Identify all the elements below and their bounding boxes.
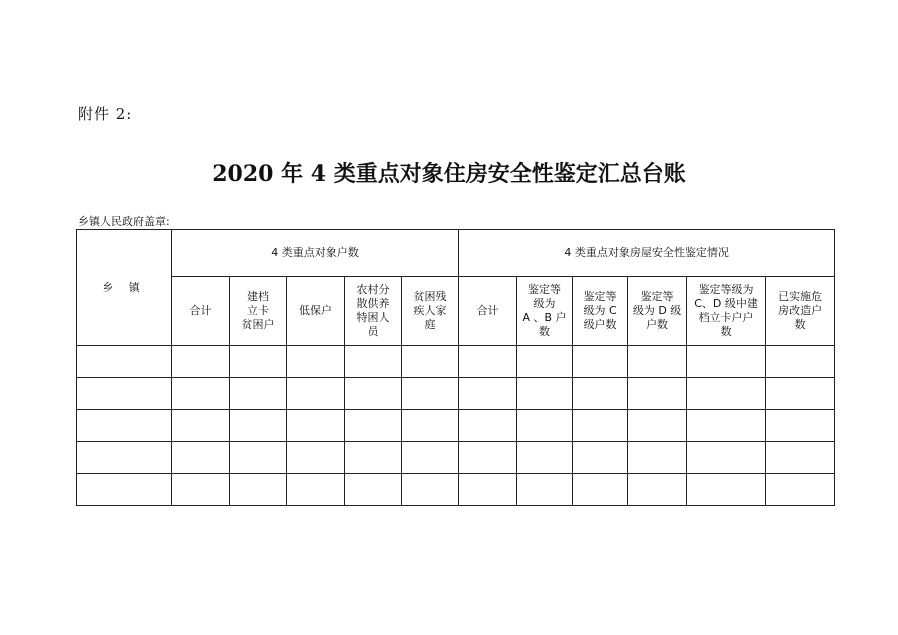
table-cell bbox=[287, 378, 345, 410]
table-cell bbox=[766, 442, 835, 474]
table-cell bbox=[345, 474, 402, 506]
table-cell bbox=[230, 410, 287, 442]
table-cell bbox=[345, 442, 402, 474]
table-cell bbox=[517, 410, 573, 442]
table-cell bbox=[517, 474, 573, 506]
township-cell bbox=[77, 378, 172, 410]
table-cell bbox=[573, 378, 628, 410]
table-cell bbox=[459, 378, 517, 410]
table-cell bbox=[573, 346, 628, 378]
table-cell bbox=[287, 346, 345, 378]
group-header-households: 4 类重点对象户数 bbox=[172, 230, 459, 277]
col-total-appraised-header: 合计 bbox=[459, 277, 517, 346]
table-cell bbox=[766, 474, 835, 506]
table-cell bbox=[459, 442, 517, 474]
table-cell bbox=[766, 378, 835, 410]
table-cell bbox=[459, 410, 517, 442]
township-header: 乡 镇 bbox=[77, 230, 172, 346]
table-cell bbox=[287, 474, 345, 506]
table-cell bbox=[230, 474, 287, 506]
table-cell bbox=[402, 410, 459, 442]
col-grade-ab-header: 鉴定等 级为 A 、B 户 数 bbox=[517, 277, 573, 346]
township-cell bbox=[77, 346, 172, 378]
table-row bbox=[77, 474, 835, 506]
table-cell bbox=[402, 346, 459, 378]
col-registered-poor-header: 建档 立卡 贫困户 bbox=[230, 277, 287, 346]
table-cell bbox=[628, 474, 687, 506]
table-cell bbox=[628, 346, 687, 378]
col-grade-c-header: 鉴定等 级为 C 级户数 bbox=[573, 277, 628, 346]
col-cd-registered-poor-header: 鉴定等级为 C、D 级中建 档立卡户户 数 bbox=[687, 277, 766, 346]
table-cell bbox=[345, 410, 402, 442]
table-cell bbox=[687, 410, 766, 442]
col-poor-disabled-family-header: 贫困残 疾人家 庭 bbox=[402, 277, 459, 346]
col-subsistence-allowance-header: 低保户 bbox=[287, 277, 345, 346]
table-cell bbox=[345, 346, 402, 378]
table-cell bbox=[230, 442, 287, 474]
table-cell bbox=[517, 378, 573, 410]
township-cell bbox=[77, 442, 172, 474]
table-cell bbox=[573, 442, 628, 474]
table-cell bbox=[573, 474, 628, 506]
table-cell bbox=[687, 474, 766, 506]
summary-ledger-table bbox=[76, 229, 835, 506]
table-cell bbox=[172, 474, 230, 506]
table-cell bbox=[172, 378, 230, 410]
table-cell bbox=[172, 410, 230, 442]
table-cell bbox=[628, 378, 687, 410]
table-cell bbox=[345, 378, 402, 410]
page-title: 2020 年 4 类重点对象住房安全性鉴定汇总台账 bbox=[212, 161, 686, 187]
table-cell bbox=[402, 378, 459, 410]
table-row bbox=[77, 442, 835, 474]
table-cell bbox=[573, 410, 628, 442]
table-cell bbox=[172, 442, 230, 474]
table-cell bbox=[402, 474, 459, 506]
township-cell bbox=[77, 474, 172, 506]
table-cell bbox=[517, 346, 573, 378]
table-cell bbox=[628, 442, 687, 474]
col-renovated-header: 已实施危 房改造户 数 bbox=[766, 277, 835, 346]
table-cell bbox=[687, 346, 766, 378]
table-cell bbox=[766, 346, 835, 378]
table-cell bbox=[517, 442, 573, 474]
group-header-appraisal: 4 类重点对象房屋安全性鉴定情况 bbox=[459, 230, 835, 277]
col-total-households-header: 合计 bbox=[172, 277, 230, 346]
table-cell bbox=[687, 378, 766, 410]
seal-label: 乡镇人民政府盖章: bbox=[78, 215, 170, 228]
col-rural-extreme-poverty-header: 农村分 散供养 特困人 员 bbox=[345, 277, 402, 346]
table-row bbox=[77, 410, 835, 442]
table-cell bbox=[459, 346, 517, 378]
table-row bbox=[77, 378, 835, 410]
table-cell bbox=[172, 346, 230, 378]
table-cell bbox=[628, 410, 687, 442]
attachment-label: 附件 2: bbox=[78, 105, 133, 123]
table-cell bbox=[687, 442, 766, 474]
table-cell bbox=[230, 346, 287, 378]
table-cell bbox=[287, 410, 345, 442]
table-cell bbox=[459, 474, 517, 506]
table-cell bbox=[766, 410, 835, 442]
table-cell bbox=[287, 442, 345, 474]
township-cell bbox=[77, 410, 172, 442]
col-grade-d-header: 鉴定等 级为 D 级 户数 bbox=[628, 277, 687, 346]
table-cell bbox=[230, 378, 287, 410]
table-cell bbox=[402, 442, 459, 474]
table-row bbox=[77, 346, 835, 378]
